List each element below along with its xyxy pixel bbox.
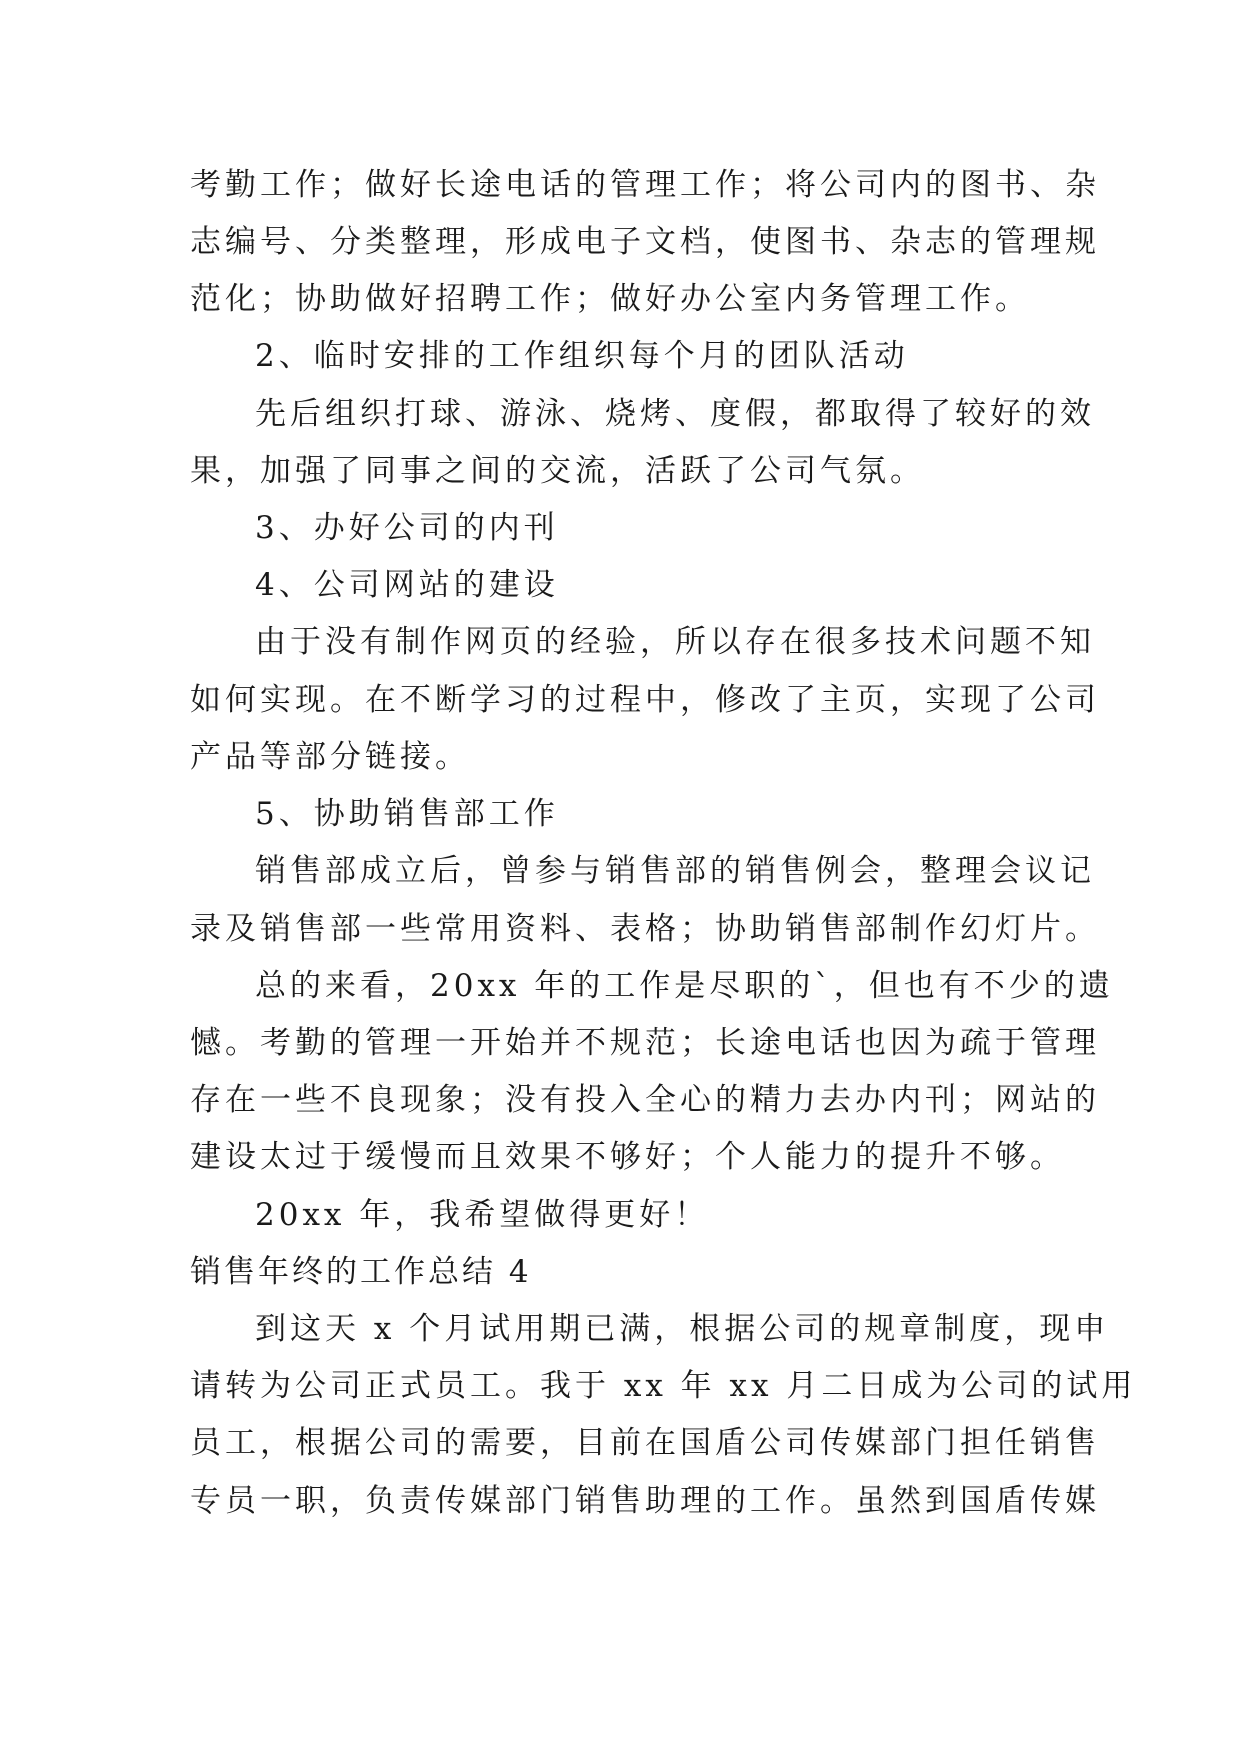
paragraph-line: 范化；协助做好招聘工作；做好办公室内务管理工作。 bbox=[190, 281, 1030, 317]
paragraph-line: 产品等部分链接。 bbox=[190, 739, 470, 775]
paragraph-line: 志编号、分类整理，形成电子文档，使图书、杂志的管理规 bbox=[190, 224, 1100, 260]
paragraph-line: 憾。考勤的管理一开始并不规范；长途电话也因为疏于管理 bbox=[190, 1025, 1100, 1061]
paragraph-line: 到这天 x 个月试用期已满，根据公司的规章制度，现申 bbox=[255, 1311, 1110, 1347]
paragraph-line: 录及销售部一些常用资料、表格；协助销售部制作幻灯片。 bbox=[190, 911, 1100, 947]
section-heading: 销售年终的工作总结 4 bbox=[190, 1254, 532, 1290]
section-item-5: 5、协助销售部工作 bbox=[255, 796, 559, 832]
section-item-3: 3、办好公司的内刊 bbox=[255, 510, 559, 546]
paragraph-line: 总的来看，20xx 年的工作是尽职的`，但也有不少的遗 bbox=[255, 968, 1114, 1004]
paragraph-line: 专员一职，负责传媒部门销售助理的工作。虽然到国盾传媒 bbox=[190, 1483, 1100, 1519]
paragraph-line: 销售部成立后，曾参与销售部的销售例会，整理会议记 bbox=[255, 853, 1095, 889]
paragraph-line: 如何实现。在不断学习的过程中，修改了主页，实现了公司 bbox=[190, 682, 1100, 718]
paragraph-line: 存在一些不良现象；没有投入全心的精力去办内刊；网站的 bbox=[190, 1082, 1100, 1118]
paragraph-line: 考勤工作；做好长途电话的管理工作；将公司内的图书、杂 bbox=[190, 167, 1100, 203]
section-item-4: 4、公司网站的建设 bbox=[255, 567, 559, 603]
section-item-2: 2、临时安排的工作组织每个月的团队活动 bbox=[255, 338, 909, 374]
paragraph-line: 先后组织打球、游泳、烧烤、度假，都取得了较好的效 bbox=[255, 396, 1095, 432]
paragraph-line: 20xx 年，我希望做得更好！ bbox=[255, 1197, 710, 1233]
paragraph-line: 员工，根据公司的需要，目前在国盾公司传媒部门担任销售 bbox=[190, 1425, 1100, 1461]
paragraph-line: 果，加强了同事之间的交流，活跃了公司气氛。 bbox=[190, 453, 925, 489]
paragraph-line: 请转为公司正式员工。我于 xx 年 xx 月二日成为公司的试用 bbox=[190, 1368, 1137, 1404]
paragraph-line: 由于没有制作网页的经验，所以存在很多技术问题不知 bbox=[255, 624, 1095, 660]
paragraph-line: 建设太过于缓慢而且效果不够好；个人能力的提升不够。 bbox=[190, 1139, 1065, 1175]
